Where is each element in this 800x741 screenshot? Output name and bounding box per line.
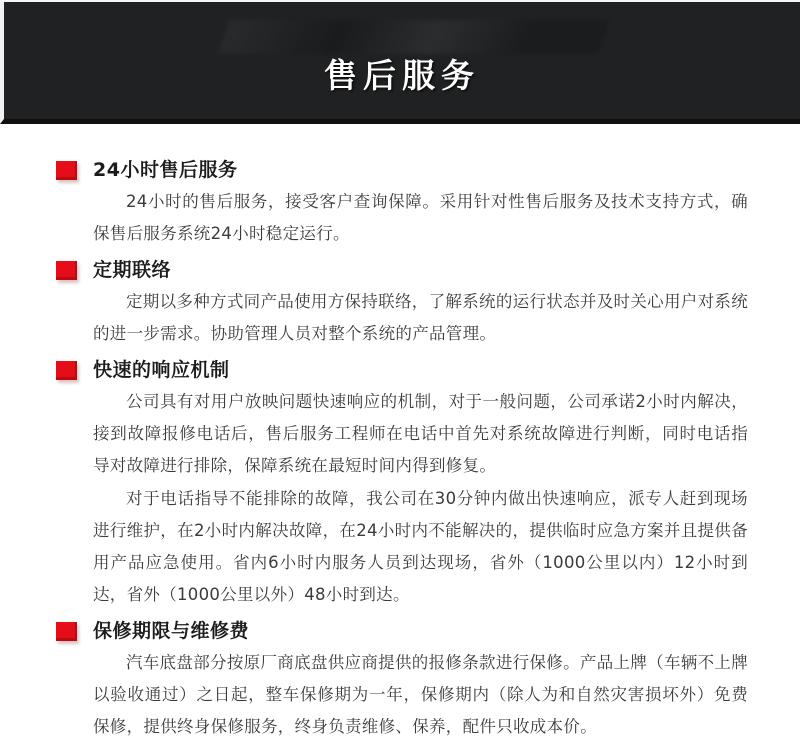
section-paragraph: 24小时的售后服务，接受客户查询保障。采用针对性售后服务及技术支持方式，确保售后服务系统24小时稳定运行。 <box>93 192 748 243</box>
service-section <box>56 618 750 741</box>
page-banner <box>0 0 800 124</box>
section-paragraph: 公司具有对用户放映问题快速响应的机制，对于一般问题，公司承诺2小时内解决，接到故障报修电话后，售后服务工程师在电话中首先对系统故障进行判断，同时电话指导对故障进行排除，保障系统在最短时间内得到修复。 <box>93 392 748 475</box>
red-square-bullet-icon <box>56 622 77 641</box>
service-section <box>56 257 750 350</box>
section-heading-row <box>56 157 750 183</box>
red-square-bullet-icon <box>56 261 77 280</box>
section-paragraph: 对于电话指导不能排除的故障，我公司在30分钟内做出快速响应，派专人赶到现场进行维护，在2小时内解决故障，在24小时内不能解决的，提供临时应急方案并且提供备用产品应急使用。省内6小时内服务人员到达现场，省外（1000公里以内）12小时到达，省外（1000公里以外）48小时到达。 <box>93 489 748 604</box>
section-heading-row <box>56 357 750 383</box>
section-heading-row <box>56 618 750 644</box>
service-section <box>56 357 750 611</box>
service-sections <box>0 124 800 741</box>
section-heading: 快速的响应机制 <box>93 359 230 381</box>
section-heading-row <box>56 257 750 283</box>
red-square-bullet-icon <box>56 161 77 180</box>
page-title: 售后服务 <box>324 56 480 95</box>
section-heading: 定期联络 <box>93 259 172 281</box>
service-section <box>56 157 750 250</box>
section-heading: 24小时售后服务 <box>93 159 238 181</box>
section-heading: 保修期限与维修费 <box>93 620 250 642</box>
section-paragraph: 定期以多种方式同产品使用方保持联络，了解系统的运行状态并及时关心用户对系统的进一步需求。协助管理人员对整个系统的产品管理。 <box>93 292 748 343</box>
section-paragraph: 汽车底盘部分按原厂商底盘供应商提供的报修条款进行保修。产品上牌（车辆不上牌以验收通过）之日起，整车保修期为一年，保修期内（除人为和自然灾害损坏外）免费保修，提供终身保修服务，终身负责维修、保养，配件只收成本价。 <box>93 653 748 736</box>
red-square-bullet-icon <box>56 361 77 380</box>
